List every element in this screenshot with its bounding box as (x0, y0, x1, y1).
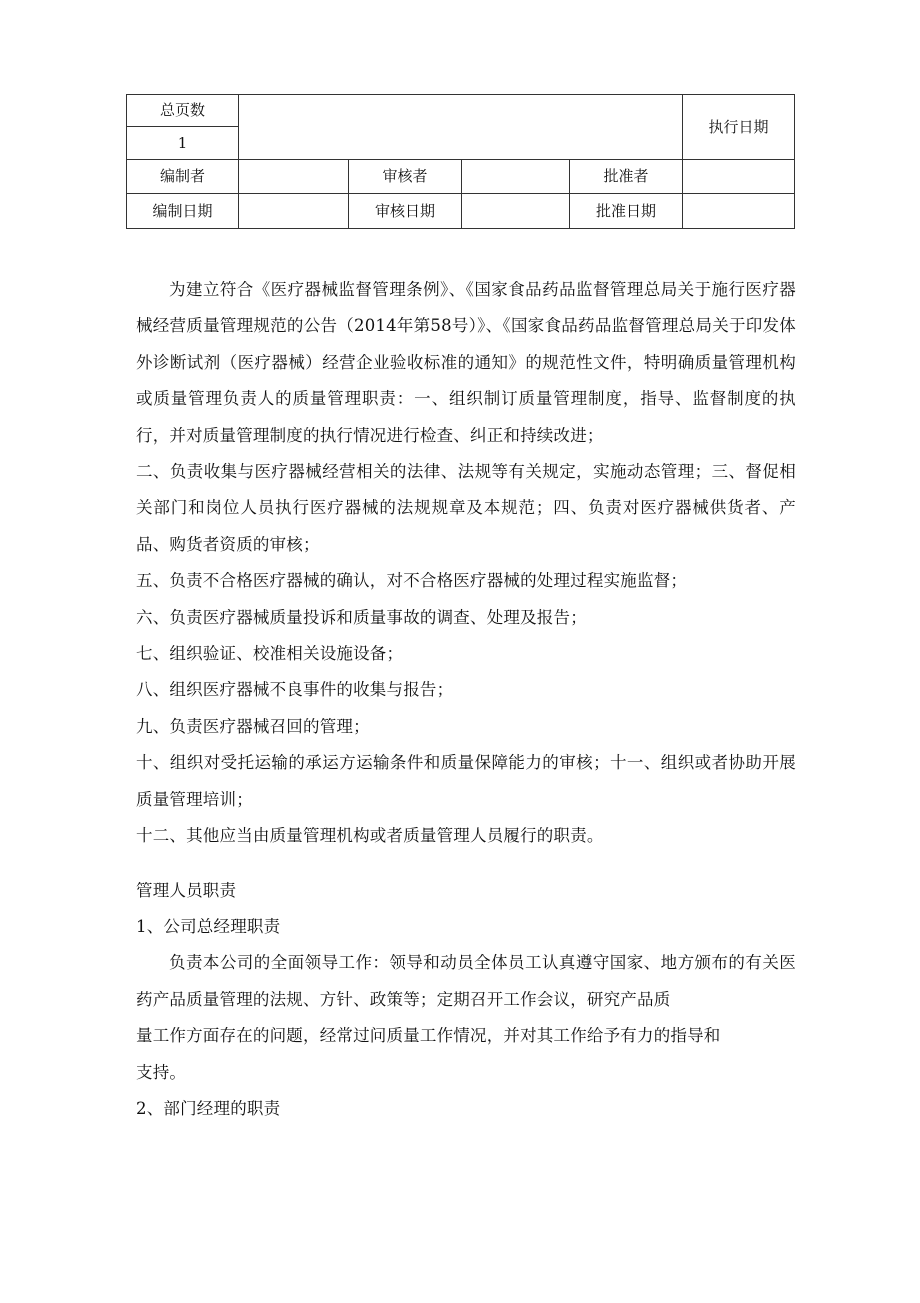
approver-value (683, 160, 795, 194)
duty-12: 十二、其他应当由质量管理机构或者质量管理人员履行的职责。 (136, 826, 604, 846)
section-gap (136, 855, 796, 873)
compile-date-label: 编制日期 (127, 194, 239, 229)
section-title: 管理人员职责 (136, 880, 237, 900)
compiler-value (239, 160, 349, 194)
document-header-table (126, 94, 795, 229)
duty-8: 八、组织医疗器械不良事件的收集与报告； (136, 680, 454, 700)
approve-date-label: 批准日期 (570, 194, 683, 229)
duty-9: 九、负责医疗器械召回的管理； (136, 716, 370, 736)
total-pages-label: 总页数 (127, 95, 239, 127)
reviewer-label: 审核者 (349, 160, 462, 194)
item1-title: 1、公司总经理职责 (136, 916, 281, 936)
item2-title: 2、部门经理的职责 (136, 1098, 281, 1118)
total-pages-value: 1 (127, 127, 239, 160)
review-date-label: 审核日期 (349, 194, 462, 229)
approve-date-value (683, 194, 795, 229)
compiler-label: 编制者 (127, 160, 239, 194)
item1-line1: 负责本公司的全面领导工作：领导和动员全体员工认真遵守国家、地方颁布的有关医药产品质量管理的法规、方针、政策等；定期召开工作会议，研究产品质 (136, 953, 796, 1009)
reviewer-value (462, 160, 570, 194)
review-date-value (462, 194, 570, 229)
intro-paragraph: 为建立符合《医疗器械监督管理条例》、《国家食品药品监督管理总局关于施行医疗器械经营质量管理规范的公告（2014年第58号）》、《国家食品药品监督管理总局关于印发体外诊断试剂（医疗器械）经营企业验收标准的通知》的规范性文件，特明确质量管理机构或质量管理负责人的质量管理职责：一、组织制订质量管理制度，指导、监督制度的执行，并对质量管理制度的执行情况进行检查、纠正和持续改进； (136, 280, 796, 445)
title-blank-cell (239, 95, 683, 160)
document-body (136, 272, 796, 1127)
duty-5: 五、负责不合格医疗器械的确认，对不合格医疗器械的处理过程实施监督； (136, 571, 688, 591)
item1-line2: 量工作方面存在的问题，经常过问质量工作情况，并对其工作给予有力的指导和 (136, 1026, 721, 1046)
exec-date-label: 执行日期 (683, 95, 795, 160)
item1-line3: 支持。 (136, 1062, 187, 1082)
compile-date-value (239, 194, 349, 229)
duty-6: 六、负责医疗器械质量投诉和质量事故的调查、处理及报告； (136, 607, 587, 627)
approver-label: 批准者 (570, 160, 683, 194)
duty-7: 七、组织验证、校准相关设施设备； (136, 644, 404, 664)
duty-2-4: 二、负责收集与医疗器械经营相关的法律、法规等有关规定，实施动态管理；三、督促相关部门和岗位人员执行医疗器械的法规规章及本规范；四、负责对医疗器械供货者、产品、购货者资质的审核； (136, 462, 796, 554)
duty-10-11: 十、组织对受托运输的承运方运输条件和质量保障能力的审核；十一、组织或者协助开展质量管理培训； (136, 753, 796, 809)
